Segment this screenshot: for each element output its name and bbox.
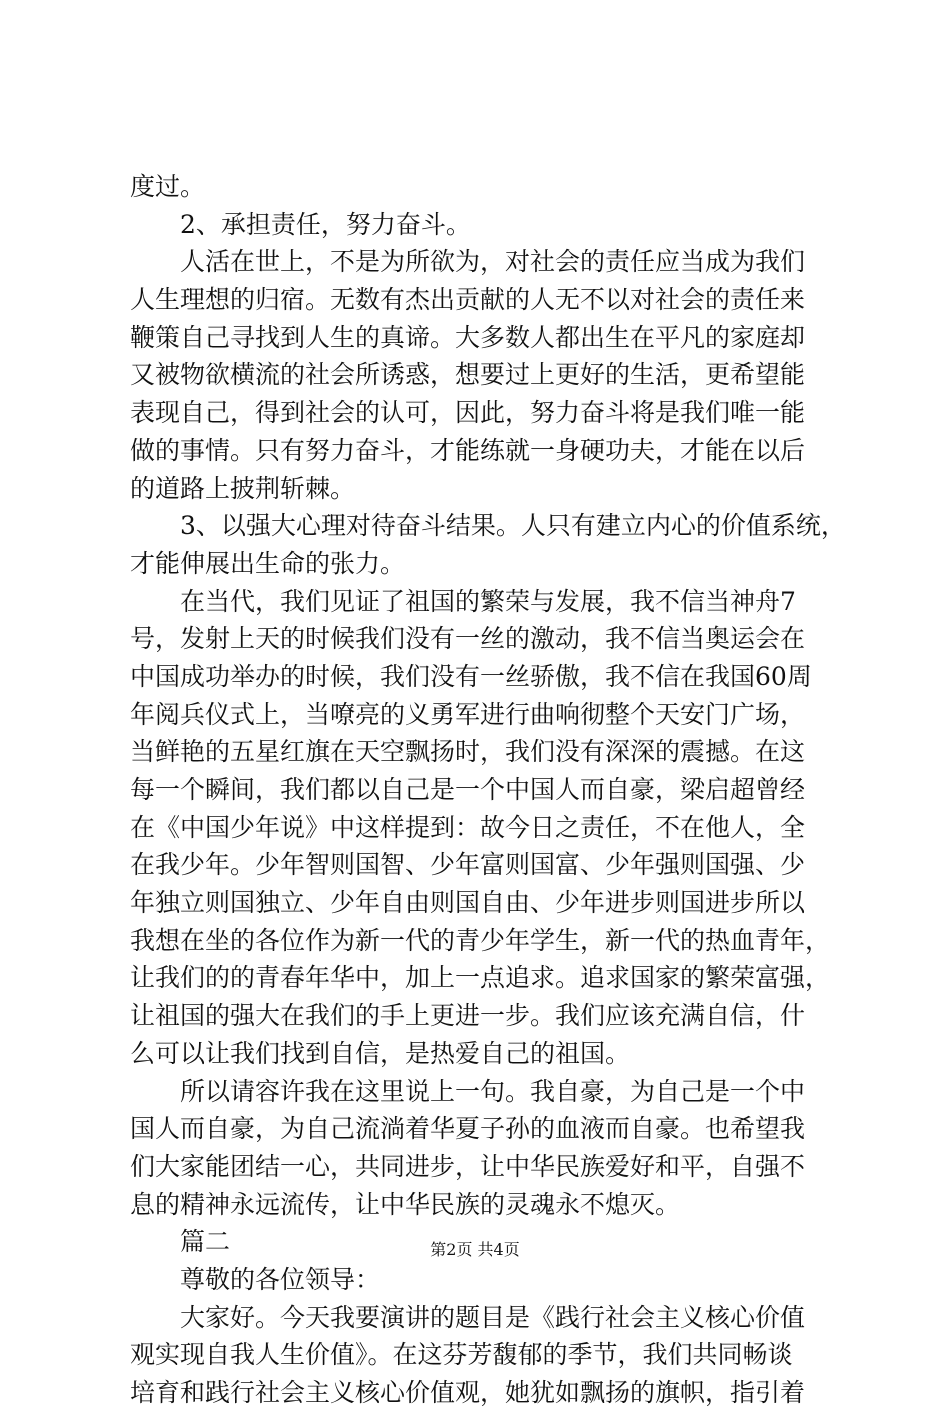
text-line: 又被物欲横流的社会所诱惑，想要过上更好的生活，更希望能 [130, 360, 806, 390]
text-line: 尊敬的各位领导： [180, 1264, 381, 1294]
text-line: 我想在坐的各位作为新一代的青少年学生，新一代的热血青年， [130, 925, 831, 955]
text-line: 每一个瞬间，我们都以自己是一个中国人而自豪，梁启超曾经 [130, 775, 806, 804]
text-line: 度过。 [130, 172, 206, 201]
page-footer: 第2页 共4页 [430, 1240, 520, 1259]
text-line: 在我少年。少年智则国智、少年富则国富、少年强则国强、少 [130, 850, 806, 880]
text-line: 让祖国的强大在我们的手上更进一步。我们应该充满自信，什 [130, 1001, 806, 1031]
text-line: 中国成功举办的时候，我们没有一丝骄傲，我不信在我国60周 [130, 661, 812, 691]
text-line: 们大家能团结一心，共同进步，让中华民族爱好和平，自强不 [130, 1151, 806, 1181]
text-line: 所以请容许我在这里说上一句。我自豪，为自己是一个中 [180, 1076, 806, 1106]
text-line: 在《中国少年说》中这样提到：故今日之责任，不在他人，全 [130, 812, 806, 842]
text-line: 2、承担责任，努力奋斗。 [180, 209, 471, 239]
text-line: 在当代，我们见证了祖国的繁荣与发展，我不信当神舟7 [180, 586, 796, 616]
text-line: 做的事情。只有努力奋斗，才能练就一身硬功夫，才能在以后 [130, 435, 806, 465]
text-line: 国人而自豪，为自己流淌着华夏子孙的血液而自豪。也希望我 [130, 1114, 806, 1144]
text-line: 才能伸展出生命的张力。 [130, 548, 406, 578]
text-line: 3、以强大心理对待奋斗结果。人只有建立内心的价值系统， [180, 511, 846, 541]
text-line: 篇二 [180, 1227, 231, 1257]
text-line: 年独立则国独立、少年自由则国自由、少年进步则国进步所以 [130, 888, 806, 918]
text-line: 让我们的的青春年华中，加上一点追求。追求国家的繁荣富强， [130, 963, 831, 993]
text-line: 培育和践行社会主义核心价值观，她犹如飘扬的旗帜，指引着 [130, 1378, 806, 1407]
text-line: 当鲜艳的五星红旗在天空飘扬时，我们没有深深的震撼。在这 [130, 737, 806, 767]
text-line: 大家好。今天我要演讲的题目是《践行社会主义核心价值 [180, 1302, 806, 1332]
text-line: 人活在世上，不是为所欲为，对社会的责任应当成为我们 [180, 247, 806, 277]
text-line: 表现自己，得到社会的认可，因此，努力奋斗将是我们唯一能 [130, 398, 806, 428]
text-line: 鞭策自己寻找到人生的真谛。大多数人都出生在平凡的家庭却 [130, 322, 806, 352]
text-line: 么可以让我们找到自信，是热爱自己的祖国。 [130, 1038, 631, 1068]
text-line: 观实现自我人生价值》。在这芬芳馥郁的季节，我们共同畅谈 [130, 1340, 793, 1370]
text-line: 的道路上披荆斩棘。 [130, 473, 356, 503]
text-line: 号，发射上天的时候我们没有一丝的激动，我不信当奥运会在 [130, 624, 806, 654]
text-line: 息的精神永远流传，让中华民族的灵魂永不熄灭。 [130, 1189, 681, 1219]
text-line: 年阅兵仪式上，当嘹亮的义勇军进行曲响彻整个天安门广场， [130, 699, 806, 729]
document-body [130, 168, 846, 1412]
text-line: 人生理想的归宿。无数有杰出贡献的人无不以对社会的责任来 [130, 285, 806, 315]
